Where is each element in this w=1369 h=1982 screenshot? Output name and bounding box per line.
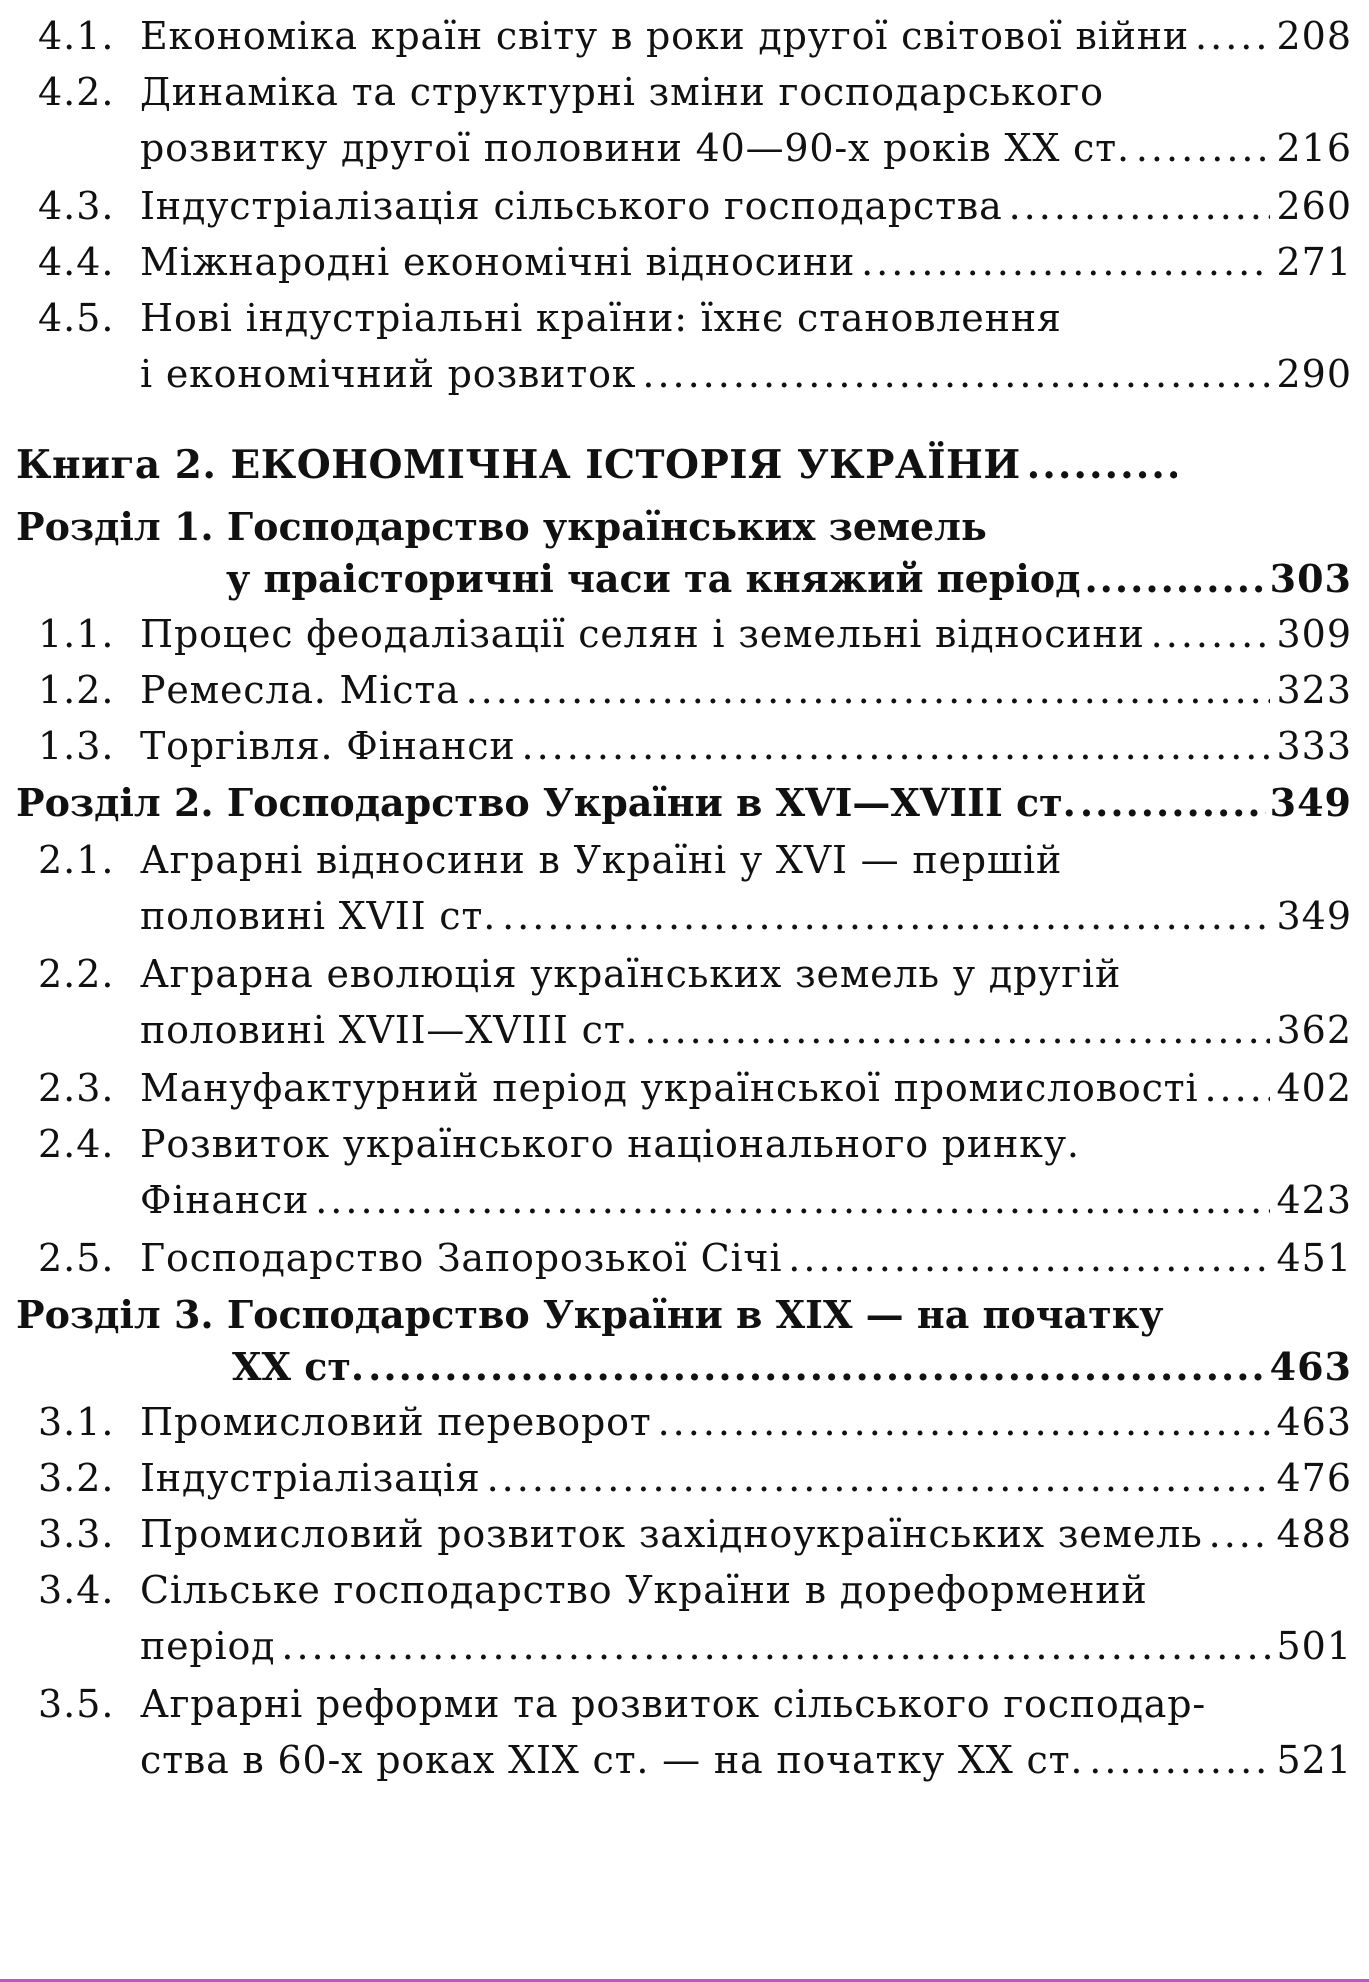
section-1-heading[interactable] bbox=[16, 502, 1352, 606]
toc-entry-4-5[interactable] bbox=[16, 290, 1352, 346]
entry-title: Сільське господарство України в дореформений bbox=[140, 1568, 1148, 1612]
toc-entry-4-2[interactable] bbox=[16, 64, 1352, 120]
entry-number: 2.4. bbox=[38, 1122, 115, 1166]
entry-number: 2.1. bbox=[38, 838, 115, 882]
entry-number: 1.1. bbox=[38, 612, 115, 656]
entry-number: 2.2. bbox=[38, 952, 115, 996]
entry-title: Індустріалізація сільського господарства bbox=[140, 184, 1003, 228]
section-page: 349 bbox=[1269, 780, 1352, 825]
leader-dots bbox=[1089, 1732, 1270, 1788]
toc-entry-3-5-cont[interactable] bbox=[16, 1732, 1352, 1790]
entry-title-cont: половині XVII ст. bbox=[140, 894, 497, 938]
leader-dots bbox=[1209, 1506, 1271, 1562]
toc-entry-3-2[interactable] bbox=[16, 1450, 1352, 1506]
leader-dots bbox=[368, 1340, 1266, 1394]
entry-number: 2.5. bbox=[38, 1236, 115, 1280]
entry-page: 208 bbox=[1276, 14, 1352, 58]
entry-title-cont: розвитку другої половини 40—90-х років XX ст. bbox=[140, 126, 1130, 170]
leader-dots bbox=[788, 1230, 1270, 1286]
section-title-line1: Розділ 3. Господарство України в XIX — на початку bbox=[16, 1292, 1164, 1337]
entry-page: 451 bbox=[1276, 1236, 1352, 1280]
leader-dots bbox=[1084, 552, 1265, 606]
toc-entry-2-4[interactable] bbox=[16, 1116, 1352, 1172]
leader-dots bbox=[1009, 178, 1271, 234]
entry-title: Аграрні реформи та розвиток сільського господар- bbox=[140, 1682, 1207, 1726]
section-2-list bbox=[16, 832, 1352, 1286]
entry-page: 463 bbox=[1276, 1400, 1352, 1444]
part4-list bbox=[16, 8, 1352, 404]
leader-dots bbox=[1027, 434, 1177, 496]
section-2-heading[interactable] bbox=[16, 774, 1352, 832]
leader-dots bbox=[1195, 8, 1270, 64]
toc-entry-4-5-cont[interactable] bbox=[16, 346, 1352, 404]
entry-title-cont: ства в 60-х роках XIX ст. — на початку XX ст. bbox=[140, 1738, 1084, 1782]
section-page: 303 bbox=[1269, 556, 1352, 601]
entry-number: 4.2. bbox=[38, 70, 115, 114]
entry-page: 501 bbox=[1276, 1624, 1352, 1668]
section-title-line2: XX ст. bbox=[232, 1344, 365, 1389]
leader-dots bbox=[281, 1618, 1270, 1674]
entry-title-cont: період bbox=[140, 1624, 276, 1668]
book-2-heading[interactable] bbox=[16, 434, 1352, 496]
entry-title: Господарство Запорозької Січі bbox=[140, 1236, 783, 1280]
book-title: Книга 2. ЕКОНОМІЧНА ІСТОРІЯ УКРАЇНИ bbox=[16, 442, 1021, 488]
entry-page: 521 bbox=[1276, 1738, 1352, 1782]
entry-title: Процес феодалізації селян і земельні відносини bbox=[140, 612, 1145, 656]
entry-title-cont: половині XVII—XVIII ст. bbox=[140, 1008, 639, 1052]
entry-page: 349 bbox=[1276, 894, 1352, 938]
toc-entry-2-2-cont[interactable] bbox=[16, 1002, 1352, 1060]
toc-entry-2-5[interactable] bbox=[16, 1230, 1352, 1286]
toc-entry-4-4[interactable] bbox=[16, 234, 1352, 290]
entry-number: 4.5. bbox=[38, 296, 115, 340]
toc-entry-3-4-cont[interactable] bbox=[16, 1618, 1352, 1676]
section-title-line2: у праісторичні часи та княжий період bbox=[226, 556, 1081, 601]
section-3-heading[interactable] bbox=[16, 1290, 1352, 1394]
entry-page: 323 bbox=[1276, 668, 1352, 712]
entry-title-cont: і економічний розвиток bbox=[140, 352, 637, 396]
entry-number: 1.2. bbox=[38, 668, 115, 712]
entry-title-cont: Фінанси bbox=[140, 1178, 310, 1222]
entry-title: Динаміка та структурні зміни господарського bbox=[140, 70, 1104, 114]
entry-number: 3.4. bbox=[38, 1568, 115, 1612]
toc-entry-3-1[interactable] bbox=[16, 1394, 1352, 1450]
entry-number: 3.5. bbox=[38, 1682, 115, 1726]
entry-title: Промисловий переворот bbox=[140, 1400, 652, 1444]
entry-page: 476 bbox=[1276, 1456, 1352, 1500]
leader-dots bbox=[1136, 120, 1271, 176]
leader-dots bbox=[502, 888, 1270, 944]
toc-entry-4-1[interactable] bbox=[16, 8, 1352, 64]
entry-page: 333 bbox=[1276, 724, 1352, 768]
entry-number: 1.3. bbox=[38, 724, 115, 768]
entry-number: 4.1. bbox=[38, 14, 115, 58]
section-title: Розділ 2. Господарство України в XVI—XVIII ст. bbox=[16, 780, 1076, 825]
entry-number: 3.2. bbox=[38, 1456, 115, 1500]
toc-entry-2-4-cont[interactable] bbox=[16, 1172, 1352, 1230]
leader-dots bbox=[1080, 774, 1266, 832]
toc-entry-2-3[interactable] bbox=[16, 1060, 1352, 1116]
entry-title: Мануфактурний період української промисловості bbox=[140, 1066, 1199, 1110]
entry-title: Розвиток українського національного ринку. bbox=[140, 1122, 1080, 1166]
entry-number: 2.3. bbox=[38, 1066, 115, 1110]
entry-page: 402 bbox=[1276, 1066, 1352, 1110]
entry-title: Аграрні відносини в Україні у XVI — першій bbox=[140, 838, 1063, 882]
leader-dots bbox=[1204, 1060, 1270, 1116]
entry-page: 271 bbox=[1276, 240, 1352, 284]
entry-page: 260 bbox=[1276, 184, 1352, 228]
entry-title: Ремесла. Міста bbox=[140, 668, 460, 712]
entry-number: 3.1. bbox=[38, 1400, 115, 1444]
toc-entry-4-3[interactable] bbox=[16, 178, 1352, 234]
entry-number: 4.3. bbox=[38, 184, 115, 228]
section-title-line1: Розділ 1. Господарство українських земель bbox=[16, 504, 987, 549]
entry-title: Нові індустріальні країни: їхнє становлення bbox=[140, 296, 1062, 340]
entry-title: Міжнародні економічні відносини bbox=[140, 240, 856, 284]
leader-dots bbox=[658, 1394, 1271, 1450]
leader-dots bbox=[644, 1002, 1270, 1058]
entry-number: 3.3. bbox=[38, 1512, 115, 1556]
leader-dots bbox=[861, 234, 1270, 290]
leader-dots bbox=[487, 1450, 1271, 1506]
toc-entry-3-5[interactable] bbox=[16, 1676, 1352, 1732]
section-page: 463 bbox=[1269, 1344, 1352, 1389]
entry-page: 423 bbox=[1276, 1178, 1352, 1222]
section-3-list bbox=[16, 1394, 1352, 1790]
toc-entry-4-2-cont[interactable] bbox=[16, 120, 1352, 178]
toc-entry-2-1-cont[interactable] bbox=[16, 888, 1352, 946]
leader-dots bbox=[315, 1172, 1270, 1228]
toc-entry-3-3[interactable] bbox=[16, 1506, 1352, 1562]
entry-title: Торгівля. Фінанси bbox=[140, 724, 516, 768]
leader-dots bbox=[1151, 606, 1271, 662]
toc-entry-1-3[interactable] bbox=[16, 718, 1352, 774]
leader-dots bbox=[466, 662, 1271, 718]
entry-page: 216 bbox=[1276, 126, 1352, 170]
toc-entry-2-2[interactable] bbox=[16, 946, 1352, 1002]
leader-dots bbox=[522, 718, 1271, 774]
table-of-contents bbox=[16, 8, 1352, 1790]
toc-entry-3-4[interactable] bbox=[16, 1562, 1352, 1618]
entry-page: 362 bbox=[1276, 1008, 1352, 1052]
entry-title: Економіка країн світу в роки другої світової війни bbox=[140, 14, 1190, 58]
entry-page: 290 bbox=[1276, 352, 1352, 396]
leader-dots bbox=[642, 346, 1270, 402]
entry-title: Промисловий розвиток західноукраїнських земель bbox=[140, 1512, 1203, 1556]
entry-title: Аграрна еволюція українських земель у другій bbox=[140, 952, 1122, 996]
entry-page: 309 bbox=[1276, 612, 1352, 656]
toc-entry-1-2[interactable] bbox=[16, 662, 1352, 718]
entry-title: Індустріалізація bbox=[140, 1456, 481, 1500]
section-1-list bbox=[16, 606, 1352, 774]
entry-page: 488 bbox=[1276, 1512, 1352, 1556]
entry-number: 4.4. bbox=[38, 240, 115, 284]
toc-entry-2-1[interactable] bbox=[16, 832, 1352, 888]
toc-entry-1-1[interactable] bbox=[16, 606, 1352, 662]
